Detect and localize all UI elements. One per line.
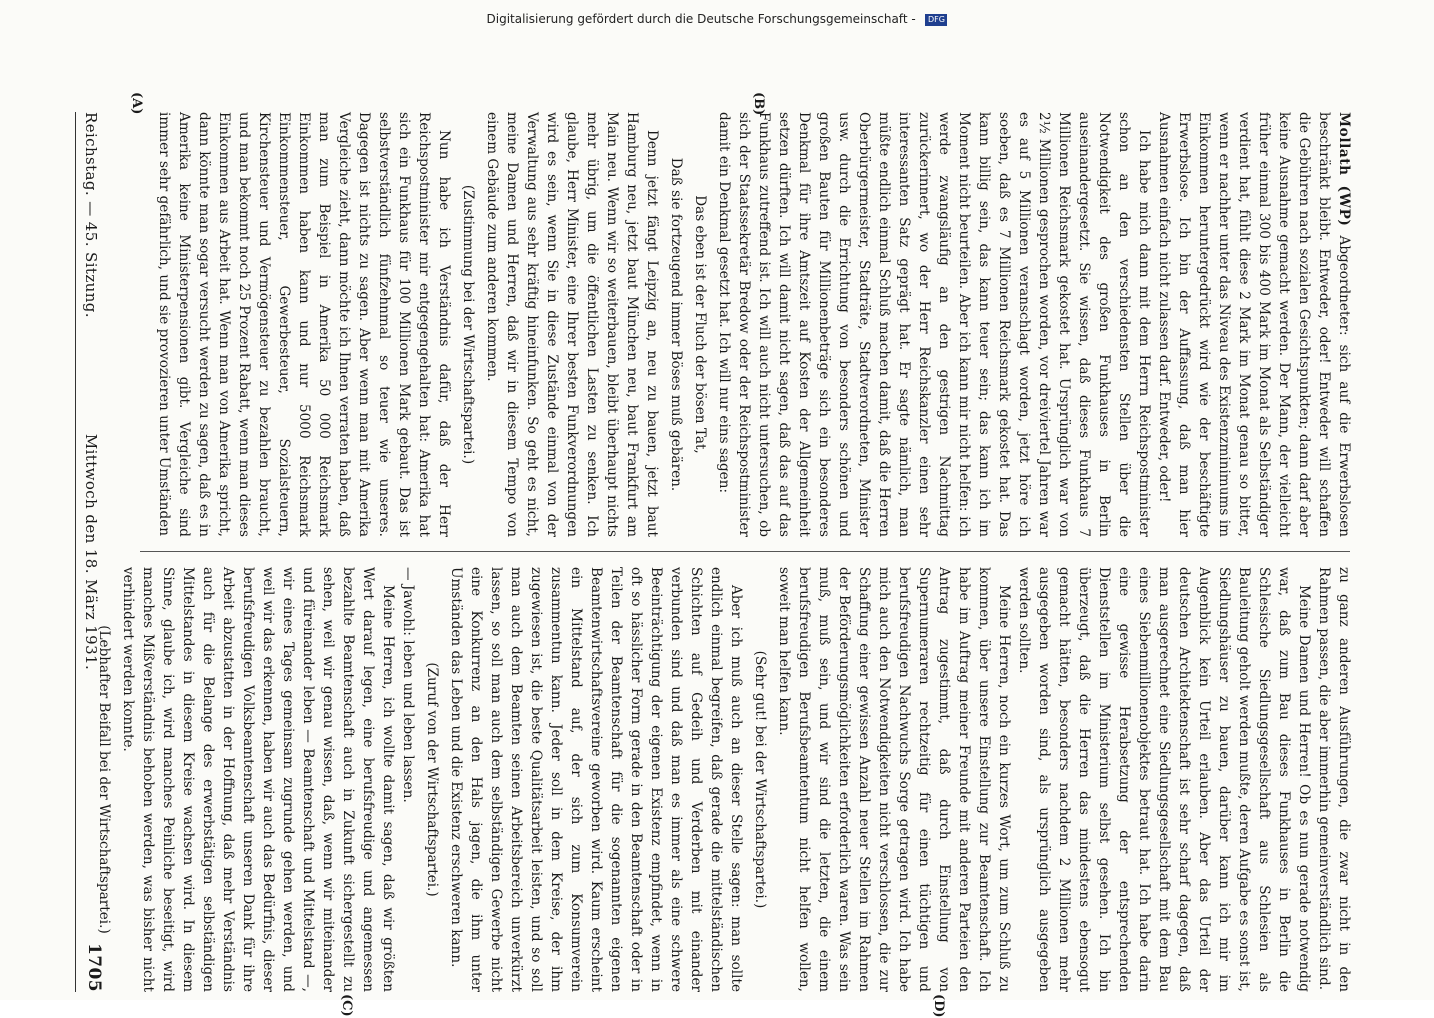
speaker-role: Abgeordneter: (1336, 235, 1352, 336)
body-paragraph: Denn jetzt fängt Leipzig an, neu zu bauen, jetzt baut Hamburg neu, jetzt baut München neu, baut Frankfurt am Main neu. Wenn wir so weiterbauen, bleibt überhaupt nichts mehr übrig, um die öffentlichen Lasten zu senken. Ich glaube, Herr Minister, eine Ihrer besten Funkverordnungen wird es sein, wenn Sie in diese Zustände einmal von der Verwaltung aus sehr kräftig hineinfunken. So geht es nicht, meine Damen und Herren, daß wir in diesem Tempo von einem Gebäude zum anderen kommen. (484, 112, 660, 537)
header-date: Mittwoch den 18. März 1931. (82, 433, 100, 671)
body-paragraph: — Jawohl: leben und leben lassen. (400, 567, 416, 803)
margin-marker-b: (B) (751, 92, 766, 116)
interjection: (Zustimmung bei der Wirtschaftspartei.) (460, 184, 476, 465)
body-paragraph: Nun habe ich Verständnis dafür, daß der Herr Reichspostminister mir entgegengehalten hat: Amerika hat sich ein Funkhaus für 100 Millionen Mark gebaut. Das ist selbstverständlich fünfzehnmal so teuer wie unseres. Dagegen ist nichts zu sagen. Aber wenn man mit Amerika Vergleiche zieht, dann möchte ich Ihnen verraten haben, daß man zum Beispiel in Amerika 50 000 Reichsmark Einkommen haben kann und nur 5000 Reichsmark Einkommensteuer, Gewerbesteuer, Sozialsteuern, Kirchensteuer und Vermögensteuer zu bezahlen braucht, und man bekommt noch 25 Prozent Rabatt, wenn man dieses Einkommen aus Arbeit hat. Wenn man von Amerika spricht, dann könnte man sogar versucht werden zu sagen, daß es in Amerika keine Ministerpensionen gibt. Vergleiche sind immer sehr gefährlich, und sie provozieren unter Umständen (156, 112, 452, 537)
body-paragraph: Aber ich muß auch an dieser Stelle sagen: man sollte endlich einmal begreifen, daß gerade die mittelständischen Schichten auf Gedeih und Verderben mit einander verbunden sind und daß man es immer als eine schwere Beeinträchtigung der eigenen Existenz empfindet, wenn in oft so hässlicher Form gerade in den Beamtenschaft oder in Teilen der Beamtenschaft für die sogenannten eigenen Beamtenwirtschaftsvereine geworben wird. Kaum erscheint ein Mittelstand auf, der sich zum Konsumverein zusammentun kann. Jeder soll in dem Kreise, der ihm zugewiesen ist, die beste Qualitätsarbeit leisten, und so soll man auch dem Beamten seinen Arbeitsbereich unverkürzt lassen, so soll man auch dem selbständigen Gewerbe nicht eine Konkurrenz an den Hals jagen, die ihm unter Umständen das Leben und die Existenz erschweren kann. (448, 567, 744, 992)
left-text-column (134, 112, 1354, 537)
body-paragraph: Ich habe mich dann mit dem Herrn Reichspostminister schon an den verschiedensten Stellen über die Notwendigkeit des großen Funkhauses in Berlin auseinandergesetzt. Sie wissen, daß dieses Funkhaus 7 Millionen Reichsmark gekostet hat. Ursprünglich war von 2½ Millionen gesprochen worden, vor dreiviertel Jahren war es auf 5 Millionen veranschlagt worden, jetzt höre ich soeben, daß es 7 Millionen Reichsmark gekostet hat. Das kann billig sein, das kann teuer sein; das kann ich im Moment nicht beurteilen. Aber ich kann mir nicht helfen: ich werde zwangsläufig an den gestrigen Nachmittag zurückerinnert, wo der Herr Reichskanzler einen sehr interessanten Satz geprägt hat. Er sagte nämlich, man müßte endlich einmal Schluß machen damit, daß die Herren Oberbürgermeister, Stadträte, Stadtverordneten, Minister usw. durch die Errichtung von besonders schönen und großen Bauten für Millionenbeträge sich ein besonderes Denkmal für ihre Amtszeit auf Kosten der Allgemeinheit setzen dürften. Ich will damit nicht sagen, daß das auf das Funkhaus zutreffend ist. Ich will auch nicht untersuchen, ob sich der Staatssekretär Bredow oder der Reichspostminister damit ein Denkmal gesetzt hat. Ich will nur eins sagen: (716, 112, 1152, 537)
speaker-text: sich auf die Erwerbslosen beschränkt bleibt. Entweder, oder! Entweder will schaffen die Gebühren nach sozialen Gesichtspunkten; dann darf aber keine Ausnahme gemacht werden. Der Mann, der vielleicht früher einmal 300 bis 400 Mark im Monat als Selbständiger verdient hat, fühlt diese 2 Mark im Monat genau so bitter, wenn er nachher unter das Niveau des Existenzminimums im Einkommen heruntergedrückt wird wie der beschäftigte Erwerbslose. Ich bin der Auffassung, daß man hier Ausnahmen einfach nicht zulassen darf. Entweder, oder! (1156, 112, 1352, 538)
interjection: Daß sie fortzeugend immer Böses muß gebären. (668, 157, 684, 492)
footer-text: Digitalisierung gefördert durch die Deutsche Forschungsgemeinschaft - (486, 12, 920, 26)
right-text-column (96, 567, 1354, 992)
margin-marker-a: (A) (129, 92, 144, 115)
page-number: 1705 (84, 943, 104, 992)
interjection: (Zuruf von der Wirtschaftspartei.) (424, 662, 440, 897)
header-session: Reichstag. — 45. Sitzung. (82, 112, 100, 318)
dfg-logo-icon: DFG (925, 14, 947, 26)
speaker-name: Mollath (WP) (1336, 112, 1352, 227)
interjection: Das eben ist der Fluch der bösen Tat, (692, 195, 708, 454)
body-paragraph: Meine Damen und Herren! Ob es nun gerade notwendig war, daß zum Bau dieses Funkhauses in Berlin die Schlesische Siedlungsgesellschaft aus Schlesien als Bauleitung geholt werden mußte, deren Aufgabe es sonst ist, Siedlungshäuser zu bauen, darüber kann ich mir im Augenblick kein Urteil erlauben. Aber das Urteil der deutschen Architektenschaft ist sehr scharf dagegen, daß man ausgerechnet eine Siedlungsgesellschaft mit dem Bau eines Siebenmillionenobjektes betraut hat. Ich habe darin eine gewisse Herabsetzung der entsprechenden Dienststellen im Ministerium selbst gesehen. Ich bin überzeugt, daß die Herren das mindestens ebensogut gemacht hätten, besonders nachdem 2 Millionen mehr ausgegeben worden sind, als ursprünglich ausgegeben werden sollten. (1016, 567, 1312, 992)
body-paragraph: Meine Herren, noch ein kurzes Wort, um zum Schluß zu kommen, über unsere Einstellung zur Beamtenschaft. Ich habe im Auftrag meiner Freunde mit anderen Parteien den Antrag zugestimmt, daß durch Einstellung von Supernumeraren rechtzeitig für einen tüchtigen und berufsfreudigen Nachwuchs Sorge getragen wird. Ich habe mich auch den Notwendigkeiten nicht verschlossen, die zur Schaffung einer gewissen Anzahl neuer Stellen im Rahmen der Beförderungsmöglichkeiten erforderlich waren. Was sein muß, muß sein, und wir sind die letzten, die einem berufsfreudigen Berufsbeamtentum nicht helfen wollen, soweit man helfen kann. (776, 567, 1012, 992)
header-rule (75, 112, 76, 992)
body-paragraph: zu ganz anderen Ausführungen, die zwar nicht in den Rahmen passen, die aber immerhin gemeinverständlich sind. (1316, 567, 1352, 992)
margin-marker-c: (C) (339, 994, 354, 1017)
interjection: (Sehr gut! bei der Wirtschaftspartei.) (752, 650, 768, 909)
digitization-footer (0, 12, 1434, 26)
margin-marker-d: (D) (931, 994, 946, 1018)
body-paragraph: Meine Herren, ich wollte damit sagen, daß wir größten Wert darauf legen, eine berufsfreudige und angemessen bezahlte Beamtenschaft auch in Zukunft sichergestellt zu sehen, weil wir genau wissen, daß, wenn wir miteinander und füreinander leben — Beamtenschaft und Mittelstand —, wir eines Tages gemeinsam zugrunde gehen werden, und weil wir das erkennen, haben wir auch das Bedürfnis, dieser berufsfreudigen Volksbeamtenschaft unseren Dank für ihre Arbeit abzustatten in der Hoffnung, daß mehr Verständnis auch für die Belange des erwerbstätigen selbständigen Mittelstandes in diesem Kreise wachsen wird. In diesem Sinne, glaube ich, wird manches Peinliche beseitigt, wird manches Mißverständnis behoben werden, was bisher nicht verhindert werden konnte. (120, 567, 396, 992)
interjection: (Lebhafter Beifall bei der Wirtschaftspartei.) (96, 625, 112, 934)
speaker-paragraph (1154, 112, 1354, 537)
column-divider (140, 551, 1350, 552)
